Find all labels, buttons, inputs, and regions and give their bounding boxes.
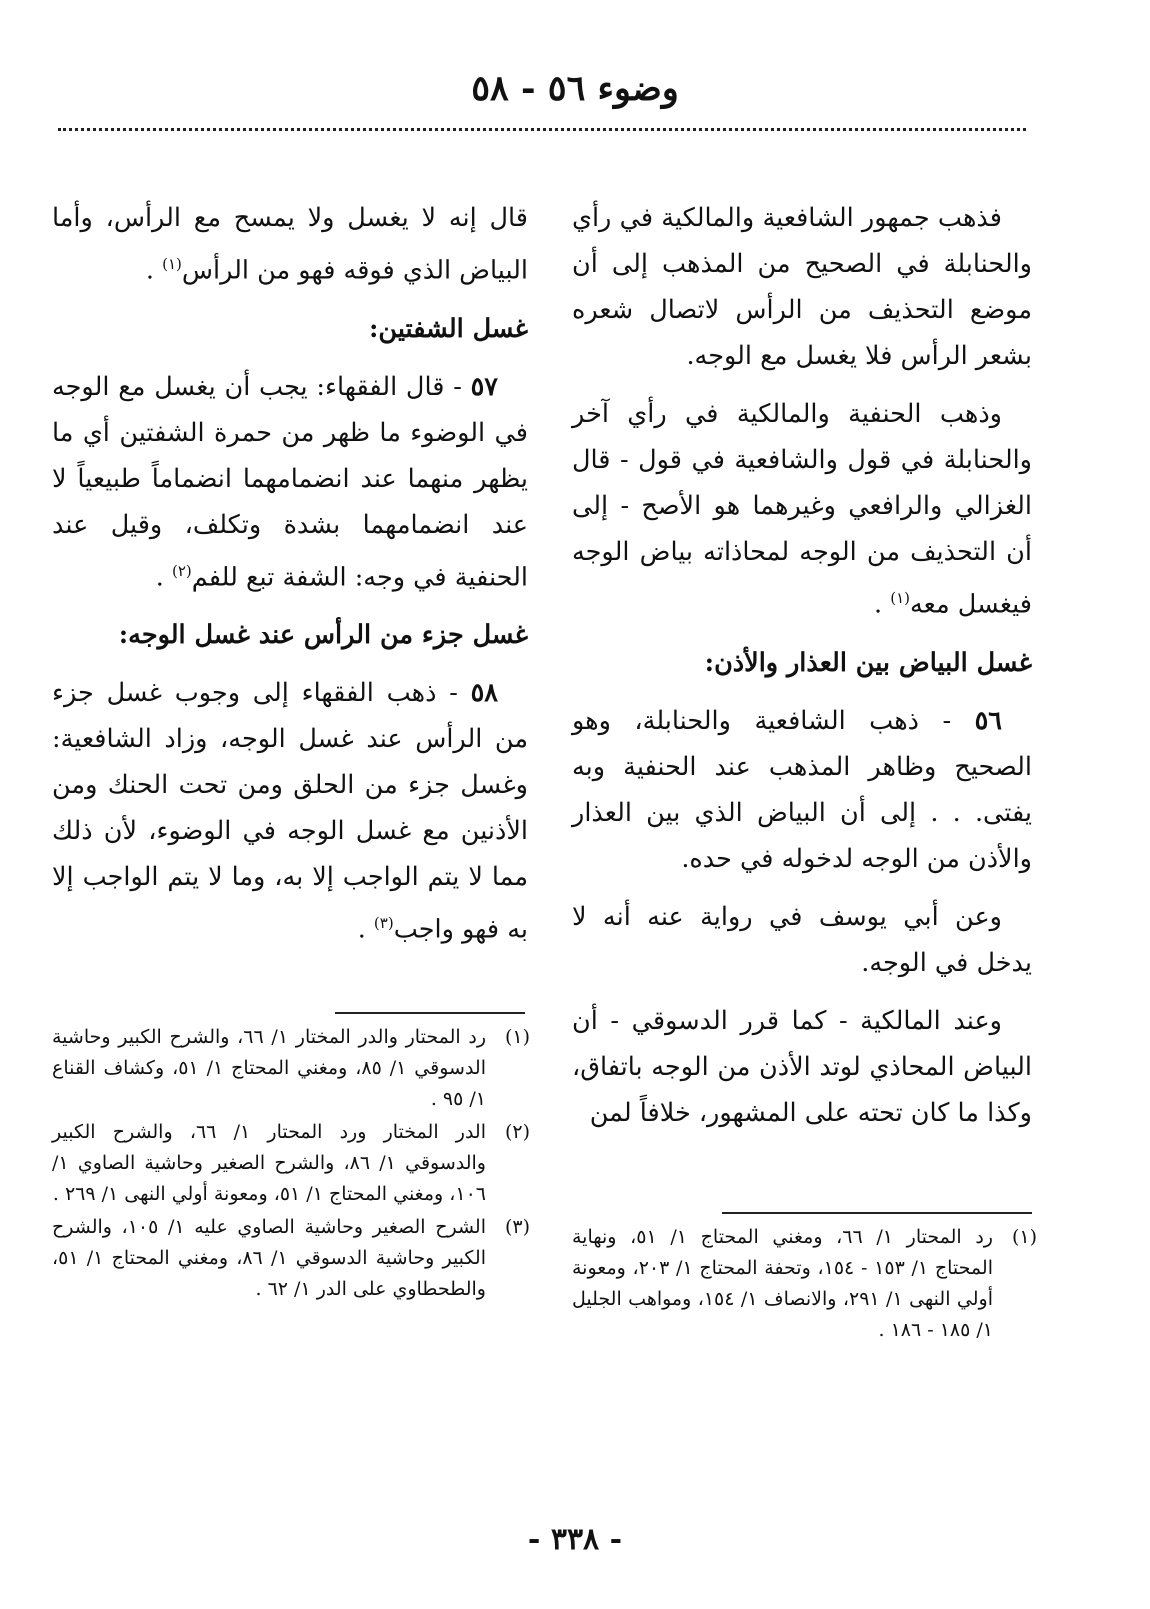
paragraph: وعن أبي يوسف في رواية عنه أنه لا يدخل في الوجه. (572, 901, 1032, 978)
section-number: ٥٧ (470, 371, 498, 402)
section-heading: غسل الشفتين: (369, 313, 528, 344)
footnote-text: رد المحتار ١/ ٦٦، ومغني المحتاج ١/ ٥١، ونهاية المحتاج ١/ ١٥٣ - ١٥٤، وتحفة المحتاج ١/ ٢٠٣، ومعونة أولي النهى ١/ ٢٩١، والانصاف ١/ ١٥٤، ومواهب الجليل ١/ ١٨٥ - ١٨٦ . (572, 1226, 993, 1341)
paragraph: قال إنه لا يغسل ولا يمسح مع الرأس، وأما البياض الذي فوقه فهو من الرأس$^{(١)}$ . (52, 203, 528, 286)
right-column (572, 195, 1032, 1148)
section-heading: غسل جزء من الرأس عند غسل الوجه: (118, 620, 528, 650)
footnote-text: الدر المختار ورد المحتار ١/ ٦٦، والشرح الكبير والدسوقي ١/ ٨٦، والشرح الصغير وحاشية الصاوي ١/ ١٠٦، ومغني المحتاج ١/ ٥١، ومعونة أولي النهى ١/ ٢٦٩ . (52, 1121, 486, 1205)
footnote-ref[interactable]: (١) (162, 255, 182, 273)
footnote-mark: (٢) (504, 1121, 530, 1143)
paragraph: ٥٦ - ذهب الشافعية والحنابلة، وهو الصحيح وظاهر المذهب عند الحنفية وبه يفتى. . . إلى أن البياض الذي بين العذار والأذن من الوجه لدخوله في حده. (572, 705, 1032, 874)
page-header: وضوء ٥٦ - ٥٨ (471, 68, 679, 109)
paragraph: وعند المالكية - كما قرر الدسوقي - أن البياض المحاذي لوتد الأذن من الوجه باتفاق، وكذا ما كان تحته على المشهور، خلافاً لمن (572, 1005, 1032, 1128)
header-divider (58, 128, 1026, 131)
paragraph: ٥٧ - قال الفقهاء: يجب أن يغسل مع الوجه في الوضوء ما ظهر من حمرة الشفتين أي ما يظهر منهما عند انضمامهما انضماماً طبيعياً لا عند انضمامهما بشدة وتكلف، وقيل عند الحنفية في وجه: الشفة تبع للفم$^{(٢)}$ . (52, 371, 528, 592)
footnote-item (52, 1022, 530, 1115)
footnote-item (572, 1222, 1037, 1346)
footnotes-right (572, 1222, 1037, 1348)
footnote-item (52, 1212, 530, 1305)
footnote-divider (722, 1212, 1032, 1214)
paragraph: فذهب جمهور الشافعية والمالكية في رأي والحنابلة في الصحيح من المذهب إلى أن موضع التحذيف من الرأس لاتصال شعره بشعر الرأس فلا يغسل مع الوجه. (572, 203, 1032, 371)
footnote-divider (335, 1012, 525, 1014)
footnote-ref[interactable]: (٣) (373, 914, 394, 932)
paragraph: وذهب الحنفية والمالكية في رأي آخر والحنابلة في قول والشافعية في قول - قال الغزالي والرافعي وغيرهما هو الأصح - إلى أن التحذيف من الوجه لمحاذاته بياض الوجه فيغسل معه$^{(١)}$ . (572, 399, 1032, 620)
footnote-ref[interactable]: (١) (890, 589, 911, 607)
footnote-mark: (١) (504, 1026, 530, 1048)
footnote-item (52, 1117, 530, 1210)
footnote-text: رد المحتار والدر المختار ١/ ٦٦، والشرح الكبير وحاشية الدسوقي ١/ ٨٥، ومغني المحتاج ١/ ٥١، وكشاف القناع ١/ ٩٥ . (52, 1026, 486, 1110)
section-number: ٥٨ (470, 678, 498, 708)
paragraph: ٥٨ - ذهب الفقهاء إلى وجوب غسل جزء من الرأس عند غسل الوجه، وزاد الشافعية: وغسل جزء من الحلق ومن تحت الحنك ومن الأذنين مع غسل الوجه في الوضوء، لأن ذلك مما لا يتم الواجب إلا به، وما لا يتم الواجب إلا به فهو واجب$^{(٣)}$ . (52, 678, 528, 945)
section-heading: غسل البياض بين العذار والأذن: (704, 647, 1032, 678)
page-number: - ٣٣٨ - (527, 1522, 623, 1557)
footnotes-left (52, 1022, 530, 1307)
section-number: ٥٦ (974, 705, 1002, 736)
footnote-mark: (٣) (504, 1216, 530, 1238)
footnote-ref[interactable]: (٢) (172, 561, 192, 580)
footnote-mark: (١) (1011, 1226, 1037, 1248)
footnote-text: الشرح الصغير وحاشية الصاوي عليه ١/ ١٠٥، والشرح الكبير وحاشية الدسوقي ١/ ٨٦، ومغني المحتاج ١/ ٥١، والطحطاوي على الدر ١/ ٦٢ . (52, 1216, 486, 1300)
left-column (52, 195, 528, 965)
